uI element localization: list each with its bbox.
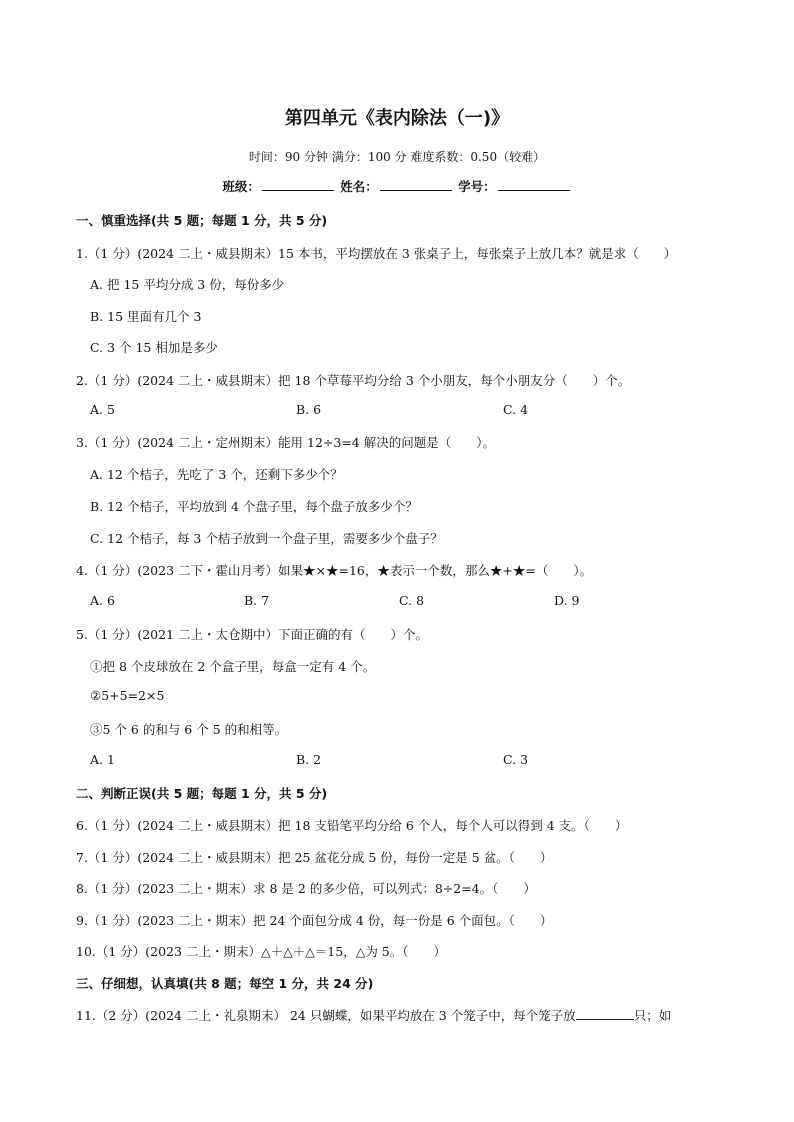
id-blank[interactable] [498,177,570,191]
q5-statement-1: ①把 8 个皮球放在 2 个盒子里，每盒一定有 4 个。 [90,659,376,674]
q5-statement-2: ②5+5=2×5 [90,688,165,703]
exam-meta: 时间：90 分钟 满分：100 分 难度系数：0.50（较难） [248,150,546,164]
q3-option-c: C. 12 个桔子，每 3 个桔子放到一个盘子里，需要多少个盘子？ [90,531,443,546]
question-1: 1.（1 分）(2024 二上・威县期末）15 本书，平均摆放在 3 张桌子上，每张桌子上放几本？就是求（ ） [76,246,677,261]
question-2: 2.（1 分）(2024 二上・威县期末）把 18 个草莓平均分给 3 个小朋友，每个小朋友分（ ）个。 [76,373,631,388]
question-3: 3.（1 分）(2024 二上・定州期末）能用 12÷3=4 解决的问题是（ ）。 [76,435,495,450]
q1-option-c: C. 3 个 15 相加是多少 [90,340,218,355]
q4-option-c: C. 8 [399,593,425,608]
q1-option-a: A. 把 15 平均分成 3 份，每份多少 [90,277,285,292]
q4-option-a: A. 6 [90,593,115,608]
class-blank[interactable] [262,177,334,191]
page-title: 第四单元《表内除法（一)》 [284,108,510,129]
q4-option-d: D. 9 [554,593,580,608]
question-4: 4.（1 分）(2023 二下・霍山月考）如果★×★=16，★表示一个数，那么★+★=（ ）。 [76,563,593,578]
q5-option-b: B. 2 [296,752,322,767]
q5-statement-3: ③5 个 6 的和与 6 个 5 的和相等。 [90,722,288,737]
question-5: 5.（1 分）(2021 二上・太仓期中）下面正确的有（ ）个。 [76,627,429,642]
question-7: 7.（1 分）(2024 二上・威县期末）把 25 盆花分成 5 份，每份一定是 5 盆。（ ） [76,850,553,865]
question-9: 9.（1 分）(2023 二上・期末）把 24 个面包分成 4 份，每一份是 6 个面包。（ ） [76,913,553,928]
q11-text-start: 11.（2 分）(2024 二上・礼泉期末） 24 只蝴蝶，如果平均放在 3 个笼子中，每个笼子放 [76,1008,576,1023]
q2-option-b: B. 6 [296,402,322,417]
section-heading-1: 一、慎重选择(共 5 题；每题 1 分，共 5 分) [76,213,328,228]
q5-option-a: A. 1 [90,752,115,767]
q5-option-c: C. 3 [503,752,529,767]
question-8: 8.（1 分）(2023 二上・期末）求 8 是 2 的多少倍，可以列式：8÷2=4。（ ） [76,881,536,896]
section-heading-3: 三、仔细想，认真填(共 8 题；每空 1 分，共 24 分) [76,976,374,991]
q11-answer-blank[interactable] [576,1007,634,1020]
question-6: 6.（1 分）(2024 二上・威县期末）把 18 支铅笔平均分给 6 个人，每个人可以得到 4 支。（ ） [76,818,628,833]
section-heading-2: 二、判断正误(共 5 题；每题 1 分，共 5 分) [76,786,328,801]
id-label: 学号： [458,179,496,194]
question-11 [76,1006,671,1024]
q11-text-end: 只；如 [633,1008,672,1023]
question-10: 10.（1 分）(2023 二上・期末）△＋△＋△＝15，△为 5。（ ） [76,944,447,959]
q4-option-b: B. 7 [244,593,270,608]
name-label: 姓名： [340,179,378,194]
q2-option-c: C. 4 [503,402,529,417]
q3-option-b: B. 12 个桔子，平均放到 4 个盘子里，每个盘子放多少个？ [90,499,418,514]
q2-option-a: A. 5 [90,402,115,417]
class-label: 班级： [222,179,260,194]
student-info-line [0,177,794,195]
q1-option-b: B. 15 里面有几个 3 [90,309,202,324]
q3-option-a: A. 12 个桔子，先吃了 3 个，还剩下多少个？ [90,467,343,482]
name-blank[interactable] [380,177,452,191]
